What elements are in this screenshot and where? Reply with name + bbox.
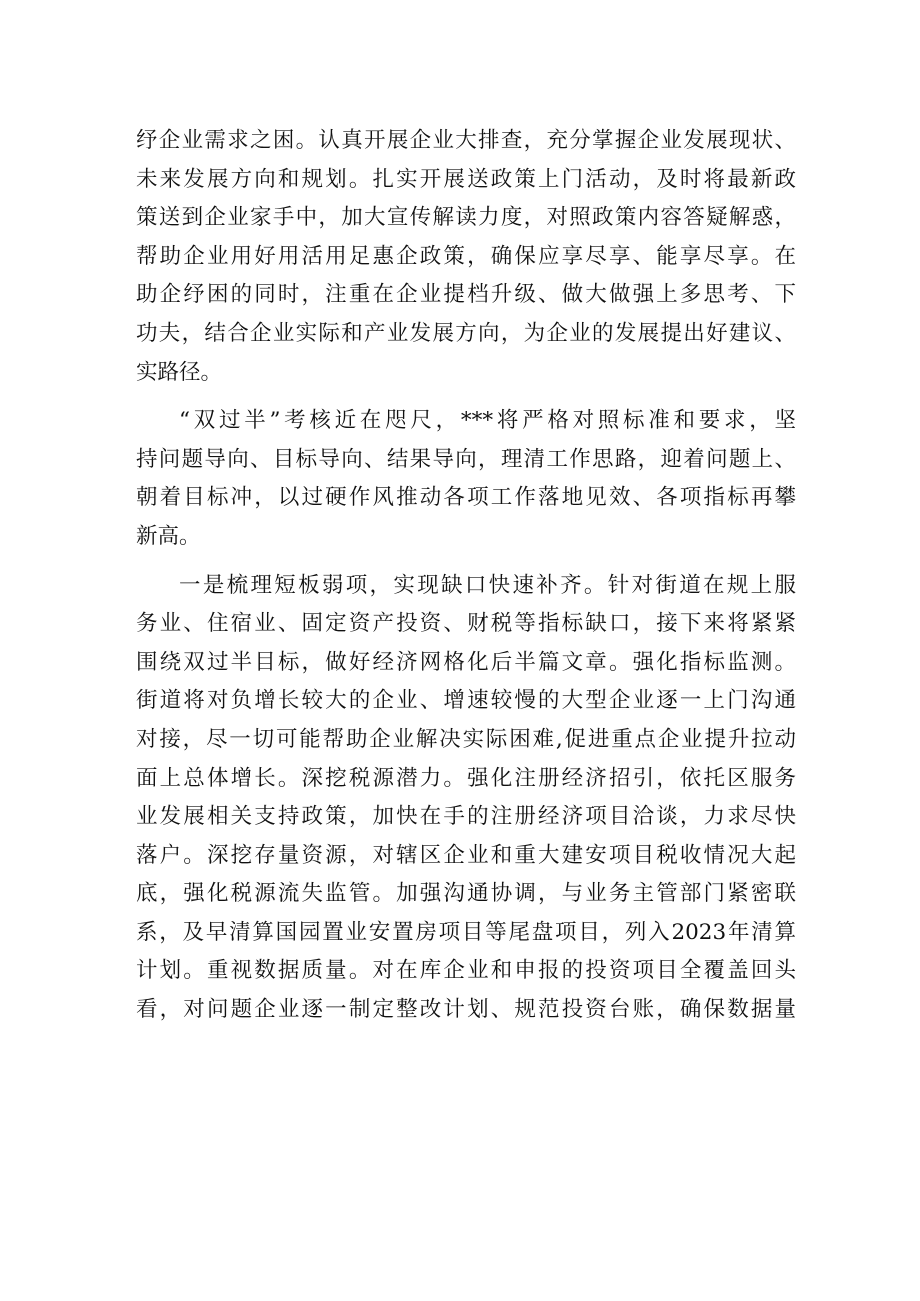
text-line: 对接，尽一切可能帮助企业解决实际困难,促进重点企业提升拉动 <box>136 726 796 752</box>
text-line: 朝着目标冲，以过硬作风推动各项工作落地见效、各项指标再攀 <box>136 485 796 511</box>
paragraph-2 <box>136 402 796 556</box>
text-line: “双过半”考核近在咫尺，***将严格对照标准和要求，坚 <box>179 408 796 434</box>
text-line: 一是梳理短板弱项，实现缺口快速补齐。针对街道在规上服 <box>179 572 796 598</box>
text-line: 街道将对负增长较大的企业、增速较慢的大型企业逐一上门沟通 <box>136 688 796 714</box>
text-line: 务业、住宿业、固定资产投资、财税等指标缺口，接下来将紧紧 <box>136 611 796 637</box>
text-line: 面上总体增长。深挖税源潜力。强化注册经济招引，依托区服务 <box>136 765 796 791</box>
text-line: 未来发展方向和规划。扎实开展送政策上门活动，及时将最新政 <box>136 166 796 192</box>
text-line: 计划。重视数据质量。对在库企业和申报的投资项目全覆盖回头 <box>136 958 796 984</box>
text-line: 看，对问题企业逐一制定整改计划、规范投资台账，确保数据量 <box>136 997 796 1023</box>
paragraph-3 <box>136 567 796 1030</box>
paragraph-gap <box>136 557 796 567</box>
text-line: 帮助企业用好用活用足惠企政策，确保应享尽享、能享尽享。在 <box>136 243 796 269</box>
text-line: 系，及早清算国园置业安置房项目等尾盘项目，列入2023年清算 <box>136 919 796 945</box>
paragraph-gap <box>136 392 796 402</box>
text-line: 落户。深挖存量资源，对辖区企业和重大建安项目税收情况大起 <box>136 842 796 868</box>
text-line: 新高。 <box>136 523 201 549</box>
text-line: 实路径。 <box>136 359 223 385</box>
text-line: 功夫，结合企业实际和产业发展方向，为企业的发展提出好建议、 <box>136 320 796 346</box>
text-line: 业发展相关支持政策，加快在手的注册经济项目洽谈，力求尽快 <box>136 804 796 830</box>
text-line: 围绕双过半目标，做好经济网格化后半篇文章。强化指标监测。 <box>136 649 796 675</box>
paragraph-1 <box>136 122 796 392</box>
text-line: 策送到企业家手中，加大宣传解读力度，对照政策内容答疑解惑， <box>136 205 796 231</box>
text-line: 助企纾困的同时，注重在企业提档升级、做大做强上多思考、下 <box>136 282 796 308</box>
text-line: 持问题导向、目标导向、结果导向，理清工作思路，迎着问题上、 <box>136 446 796 472</box>
text-line: 纾企业需求之困。认真开展企业大排查，充分掌握企业发展现状、 <box>136 128 796 153</box>
text-line: 底，强化税源流失监管。加强沟通协调，与业务主管部门紧密联 <box>136 881 796 907</box>
body-text <box>136 122 796 1030</box>
